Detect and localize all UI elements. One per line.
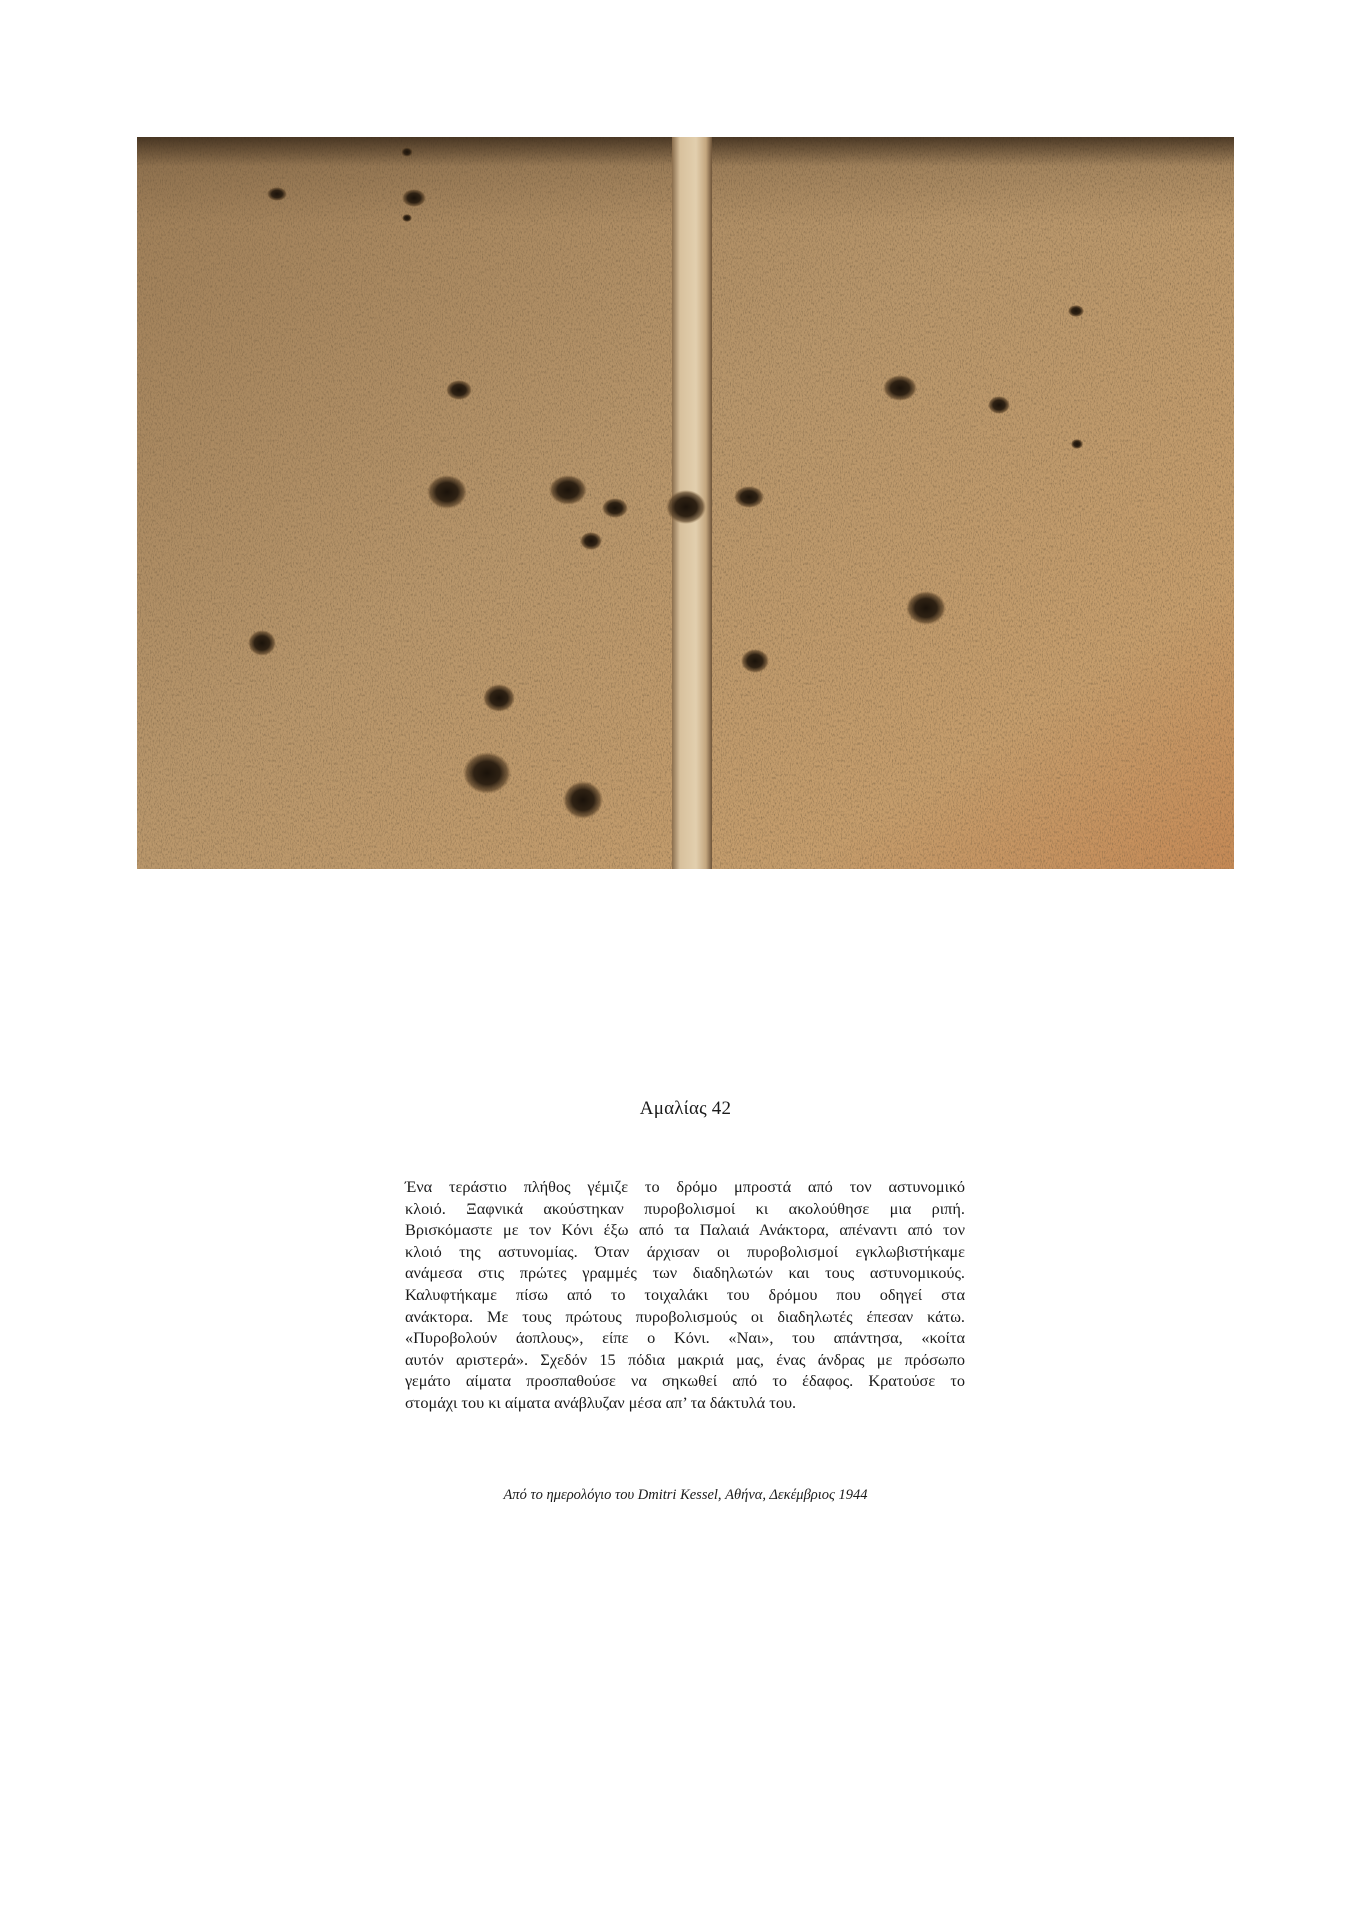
text-line: Ένα τεράστιο πλήθος γέμιζε το δρόμο μπροστά από τον αστυνομικό	[405, 1177, 965, 1196]
source-caption: Από το ημερολόγιο του Dmitri Kessel, Αθήνα, Δεκέμβριος 1944	[503, 1487, 868, 1503]
text-line: ανάκτορα. Με τους πρώτους πυροβολισμούς οι διαδηλωτές έπεσαν κάτω.	[405, 1306, 965, 1326]
wall-photo-svg	[137, 137, 1234, 869]
diary-excerpt	[405, 1176, 965, 1414]
text-line: Καλυφτήκαμε πίσω από το τοιχαλάκι του δρόμου που οδηγεί στα	[405, 1284, 965, 1304]
text-line: κλοιό της αστυνομίας. Όταν άρχισαν οι πυροβολισμοί εγκλωβιστήκαμε	[405, 1241, 965, 1261]
wall-photograph	[137, 137, 1234, 869]
text-line: Βρισκόμαστε με τον Κόνι έξω από τα Παλαιά Ανάκτορα, απέναντι από τον	[405, 1220, 965, 1240]
text-line: «Πυροβολούν άοπλους», είπε ο Κόνι. «Ναι», του απάντησα, «κοίτα	[405, 1328, 965, 1348]
text-line: στομάχι του κι αίματα ανάβλυζαν μέσα απ’ τα δάκτυλά του.	[405, 1392, 797, 1412]
text-line: κλοιό. Ξαφνικά ακούστηκαν πυροβολισμοί κι ακολούθησε μια ριπή.	[405, 1198, 965, 1218]
text-line: αυτόν αριστερά». Σχεδόν 15 πόδια μακριά μας, ένας άνδρας με πρόσωπο	[405, 1349, 965, 1369]
page-title: Αμαλίας 42	[639, 1098, 732, 1119]
text-line: γεμάτο αίματα προσπαθούσε να σηκωθεί από το έδαφος. Κρατούσε το	[405, 1371, 965, 1391]
text-line: ανάμεσα στις πρώτες γραμμές των διαδηλωτών και τους αστυνομικούς.	[405, 1263, 965, 1283]
